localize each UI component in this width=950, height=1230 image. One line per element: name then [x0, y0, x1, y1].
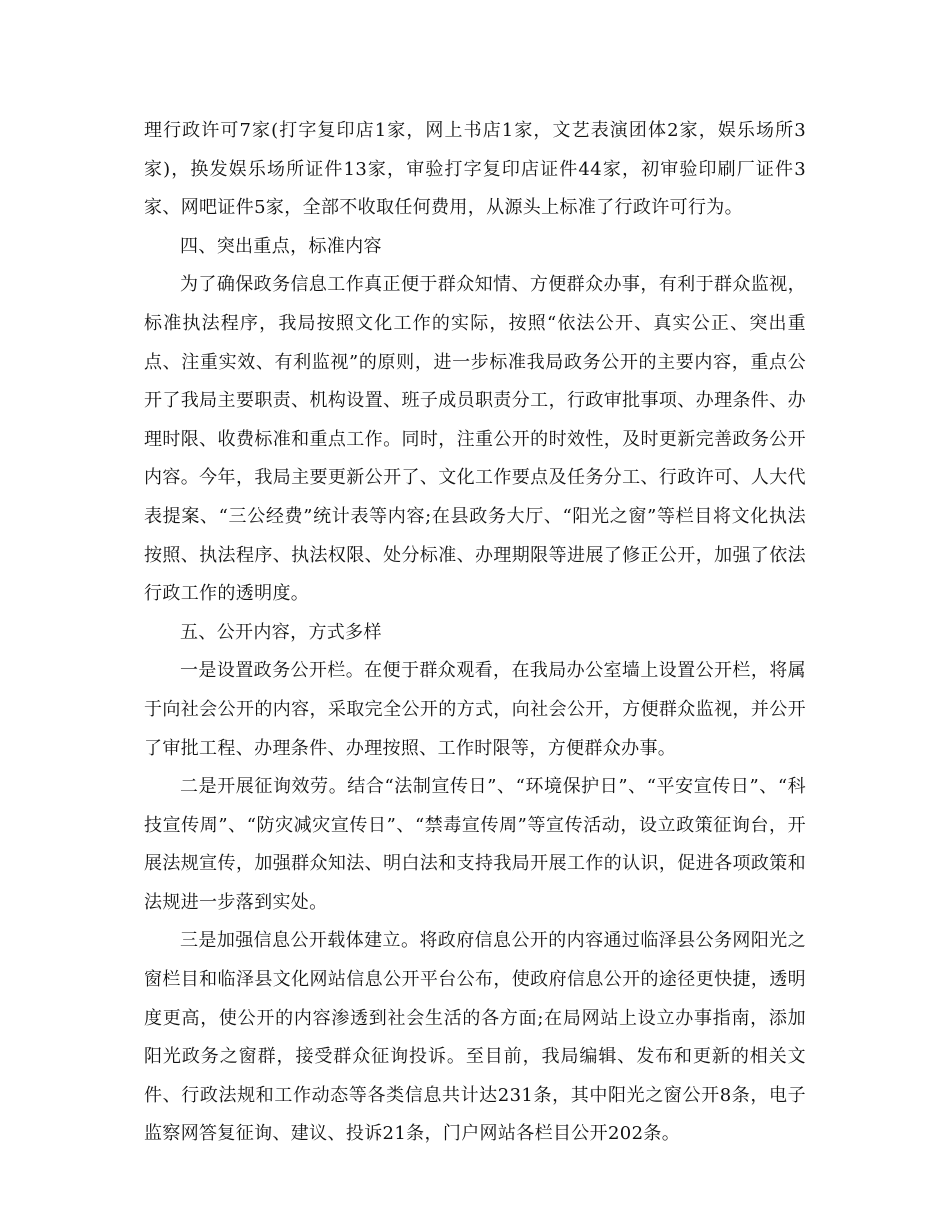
paragraph-section-4: 为了确保政务信息工作真正便于群众知情、方便群众办事，有利于群众监视，标准执法程序，我局按照文化工作的实际，按照“依法公开、真实公正、突出重点、注重实效、有利监视”的原则，进一步标准我局政务公开的主要内容，重点公开了我局主要职责、机构设置、班子成员职责分工，行政审批事项、办理条件、办理时限、收费标准和重点工作。同时，注重公开的时效性，及时更新完善政务公开内容。今年，我局主要更新公开了、文化工作要点及任务分工、行政许可、人大代表提案、“三公经费”统计表等内容;在县政务大厅、“阳光之窗”等栏目将文化执法按照、执法程序、执法权限、处分标准、办理期限等进展了修正公开，加强了依法行政工作的透明度。 — [144, 274, 806, 605]
paragraph-info-platform: 三是加强信息公开载体建立。将政府信息公开的内容通过临泽县公务网阳光之窗栏目和临泽县文化网站信息公开平台公布，使政府信息公开的途径更快捷，透明度更高，使公开的内容渗透到社会生活的各方面;在局网站上设立办事指南，添加阳光政务之窗群，接受群众征询投诉。至目前，我局编辑、发布和更新的相关文件、行政法规和工作动态等各类信息共计达231条，其中阳光之窗公开8条，电子监察网答复征询、建议、投诉21条，门户网站各栏目公开202条。 — [144, 930, 806, 1145]
paragraph-continuation: 理行政许可7家(打字复印店1家，网上书店1家，文艺表演团体2家，娱乐场所3家)，换发娱乐场所证件13家，审验打字复印店证件44家，初审验印刷厂证件3家、网吧证件5家，全部不收取任何费用，从源头上标准了行政许可行为。 — [144, 120, 806, 219]
paragraph-consultation-service: 二是开展征询效劳。结合“法制宣传日”、“环境保护日”、“平安宣传日”、“科技宣传周”、“防灾减灾宣传日”、“禁毒宣传周”等宣传活动，设立政策征询台，开展法规宣传，加强群众知法、明白法和支持我局开展工作的认识，促进各项政策和法规进一步落到实处。 — [144, 776, 806, 913]
paragraph-public-board: 一是设置政务公开栏。在便于群众观看，在我局办公室墙上设置公开栏，将属于向社会公开的内容，采取完全公开的方式，向社会公开，方便群众监视，并公开了审批工程、办理条件、办理按照、工作时限等，方便群众办事。 — [144, 660, 806, 759]
section-heading-5: 五、公开内容，方式多样 — [180, 621, 382, 643]
section-heading-4: 四、突出重点，标准内容 — [180, 235, 382, 257]
document-page — [144, 112, 806, 1154]
